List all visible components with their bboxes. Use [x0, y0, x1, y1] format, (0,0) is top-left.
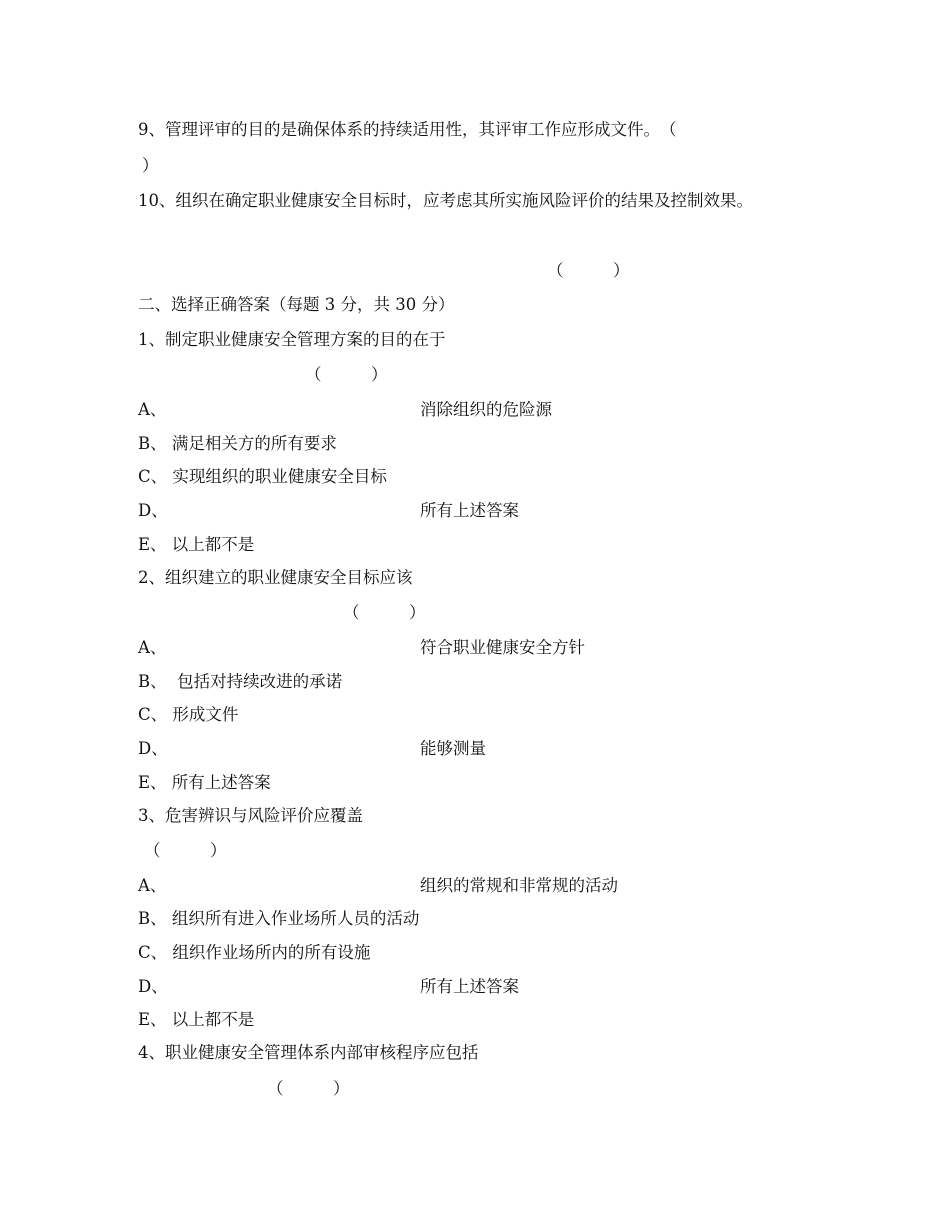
- choice-question-3-blank: （ ）: [144, 841, 227, 860]
- option: C、 组织作业场所内的所有设施: [138, 943, 371, 962]
- question-9: 9、管理评审的目的是确保体系的持续适用性，其评审工作应形成文件。 （: [138, 120, 677, 139]
- option-text: 所有上述答案: [420, 501, 519, 520]
- option: B、 组织所有进入作业场所人员的活动: [138, 909, 420, 928]
- option: C、 形成文件: [138, 705, 239, 724]
- option-label: A、: [138, 638, 167, 657]
- option-text: 所有上述答案: [420, 977, 519, 996]
- option: E、 以上都不是: [138, 1010, 255, 1029]
- option-text: 符合职业健康安全方针: [420, 638, 585, 657]
- option: E、 以上都不是: [138, 535, 255, 554]
- option-text: 组织的常规和非常规的活动: [420, 876, 618, 895]
- option-label: D、: [138, 739, 168, 758]
- option: E、 所有上述答案: [138, 773, 271, 792]
- choice-question-4-blank: （ ）: [267, 1079, 350, 1098]
- option-text: 能够测量: [420, 739, 486, 758]
- option-text: 消除组织的危险源: [420, 400, 552, 419]
- option-label: A、: [138, 876, 167, 895]
- question-10: 10、组织在确定职业健康安全目标时，应考虑其所实施风险评价的结果及控制效果。: [138, 191, 753, 210]
- choice-question-3: 3、危害辨识与风险评价应覆盖: [138, 806, 363, 825]
- option: C、 实现组织的职业健康安全目标: [138, 467, 387, 486]
- choice-question-1-blank: （ ）: [305, 365, 388, 384]
- option-label: A、: [138, 400, 167, 419]
- question-10-blank: （ ）: [547, 261, 630, 280]
- choice-question-2-blank: （ ）: [343, 603, 426, 622]
- choice-question-2: 2、组织建立的职业健康安全目标应该: [138, 568, 413, 587]
- choice-question-4: 4、职业健康安全管理体系内部审核程序应包括: [138, 1043, 479, 1062]
- question-9-blank-close: ）: [142, 156, 159, 175]
- option-label: D、: [138, 501, 168, 520]
- option: B、 包括对持续改进的承诺: [138, 672, 343, 691]
- choice-question-1: 1、制定职业健康安全管理方案的目的在于: [138, 330, 446, 349]
- section-2-heading: 二、选择正确答案（每题 3 分，共 30 分）: [138, 295, 455, 314]
- option-label: D、: [138, 977, 168, 996]
- option: B、 满足相关方的所有要求: [138, 434, 337, 453]
